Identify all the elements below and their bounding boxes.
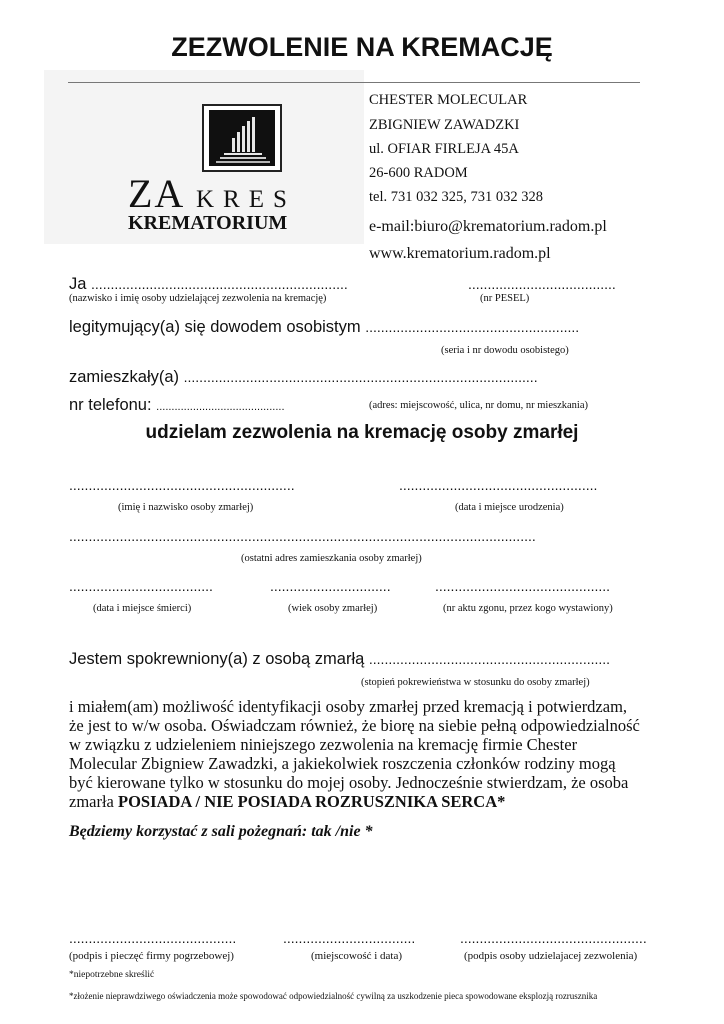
relation-caption: (stopień pokrewieństwa w stosunku do osoby zmarłej) <box>361 677 590 688</box>
ja-caption: (nazwisko i imię osoby udzielającej zezwolenia na kremację) <box>69 293 327 304</box>
age-field[interactable]: ............................... <box>270 578 391 594</box>
person-signature-caption: (podpis osoby udzielajacej zezwolenia) <box>464 950 638 962</box>
declaration-line-1: i miałem(am) możliwość identyfikacji osoby zmarłej przed kremacją i potwierdzam, <box>69 697 628 716</box>
address-field[interactable]: ........................................................................................... <box>183 369 538 385</box>
place-date-caption: (miejscowość i data) <box>311 950 403 962</box>
last-address-caption: (ostatni adres zamieszkania osoby zmarłej) <box>241 553 422 564</box>
pesel-caption: (nr PESEL) <box>480 293 530 304</box>
id-row <box>69 318 579 337</box>
relation-row <box>69 650 610 669</box>
farewell-room-option[interactable]: Będziemy korzystać z sali pożegnań: tak /nie * <box>69 823 373 840</box>
declaration-paragraph <box>69 697 640 811</box>
death-field[interactable]: ..................................... <box>69 578 213 594</box>
age-caption: (wiek osoby zmarłej) <box>288 603 378 614</box>
birth-caption: (data i miejsce urodzenia) <box>455 502 564 513</box>
place-date-field[interactable]: .................................. <box>283 930 416 946</box>
declaration-line-6: zmarła POSIADA / NIE POSIADA ROZRUSZNIKA SERCA* <box>69 792 506 811</box>
footnote-false-statement: *złożenie nieprawdziwego oświadczenia może spowodować odpowiedzialność cywilną za uszkodzenie pieca spowodowane eksplozją rozrusznika <box>69 991 598 1001</box>
bar-chart-logo-icon <box>209 110 275 166</box>
ja-row <box>69 275 348 294</box>
phone-field[interactable]: .......................................... <box>156 401 285 413</box>
deceased-name-caption: (imię i nazwisko osoby zmarłej) <box>118 502 254 513</box>
id-caption: (seria i nr dowodu osobistego) <box>441 345 569 356</box>
declaration-line-5: być kierowane tylko w stosunku do mojej osoby. Jednocześnie stwierdzam, że osoba <box>69 773 629 792</box>
declaration-line-2: że jest to w/w osoba. Oświadczam również, że biorę na siebie pełną odpowiedzialność <box>69 716 640 735</box>
firm-signature-field[interactable]: ........................................... <box>69 930 237 946</box>
company-city: 26-600 RADOM <box>369 165 468 181</box>
death-act-field[interactable]: ............................................. <box>435 578 611 594</box>
header-divider <box>68 82 640 83</box>
phone-label: nr telefonu: <box>69 396 152 414</box>
logo-text-za: ZA <box>128 171 186 216</box>
relation-label: Jestem spokrewniony(a) z osobą zmarłą <box>69 650 365 668</box>
company-phone: tel. 731 032 325, 731 032 328 <box>369 189 543 205</box>
birth-field[interactable]: ................................................... <box>399 477 598 493</box>
firm-signature-caption: (podpis i pieczęć firmy pogrzebowej) <box>69 950 234 962</box>
ja-name-field[interactable]: .................................................................. <box>91 276 348 292</box>
ja-label: Ja <box>69 275 87 293</box>
death-caption: (data i miejsce śmierci) <box>93 603 192 614</box>
relation-field[interactable]: .............................................................. <box>368 651 611 667</box>
pacemaker-option[interactable]: POSIADA / NIE POSIADA ROZRUSZNIKA SERCA* <box>118 792 506 811</box>
company-email: e-mail:biuro@krematorium.radom.pl <box>369 218 607 235</box>
address-row <box>69 368 538 387</box>
footnote-strike: *niepotrzebne skreślić <box>69 970 155 980</box>
id-label: legitymujący(a) się dowodem osobistym <box>69 318 361 336</box>
document-title: ZEZWOLENIE NA KREMACJĘ <box>171 32 553 62</box>
address-label: zamieszkały(a) <box>69 368 180 386</box>
phone-row <box>69 396 285 415</box>
logo-text-kres: KRES <box>196 186 296 213</box>
deceased-name-field[interactable]: .......................................................... <box>69 477 295 493</box>
id-field[interactable]: ....................................................... <box>365 319 580 335</box>
company-website: www.krematorium.radom.pl <box>369 245 551 262</box>
company-street: ul. OFIAR FIRLEJA 45A <box>369 141 519 157</box>
address-caption: (adres: miejscowość, ulica, nr domu, nr mieszkania) <box>369 400 588 411</box>
company-name: CHESTER MOLECULAR <box>369 92 528 108</box>
declaration-line-4: Molecular Zbigniew Zawadzki, a jakiekolwiek roszczenia członków rodziny mogą <box>69 754 616 773</box>
permission-heading: udzielam zezwolenia na kremację osoby zmarłej <box>145 422 579 443</box>
company-owner: ZBIGNIEW ZAWADZKI <box>369 117 520 133</box>
logo-text-krematorium: KREMATORIUM <box>128 212 288 234</box>
death-act-caption: (nr aktu zgonu, przez kogo wystawiony) <box>443 603 613 614</box>
person-signature-field[interactable]: ................................................ <box>460 930 647 946</box>
declaration-line-3: w związku z udzieleniem niniejszego zezwolenia na kremację firmie Chester <box>69 735 578 754</box>
pesel-field[interactable]: ...................................... <box>468 276 616 292</box>
last-address-field[interactable]: ........................................................................................................................ <box>69 528 536 544</box>
logo-emblem <box>202 104 282 172</box>
